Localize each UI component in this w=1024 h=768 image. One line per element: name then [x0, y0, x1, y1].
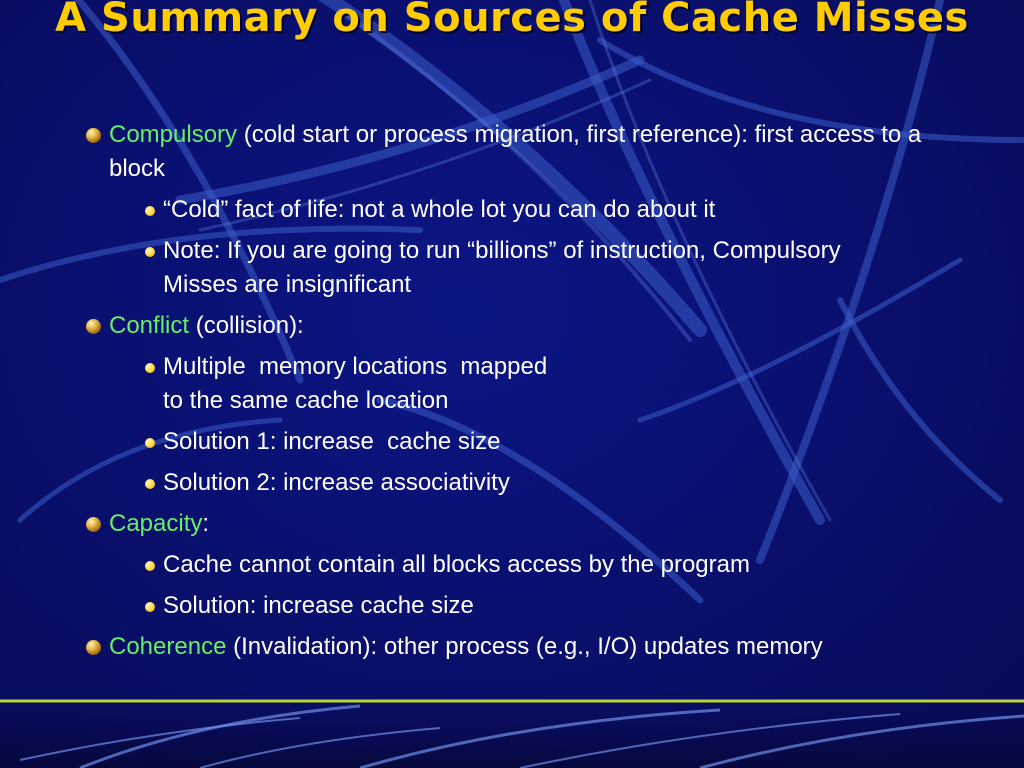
- sphere-bullet-icon: [86, 517, 101, 532]
- bullet-text: (cold start or process migration, first reference): first access to a block: [109, 121, 922, 182]
- bullet-text: :: [202, 510, 210, 537]
- dot-bullet-icon: [145, 363, 155, 373]
- dot-bullet-icon: [145, 206, 155, 216]
- bullet-text: Solution 1: increase cache size: [163, 428, 501, 455]
- sub-bullet-multiple-locations: [163, 350, 943, 418]
- term-capacity: Capacity: [109, 510, 203, 537]
- bullet-text: Solution: increase cache size: [163, 592, 474, 619]
- bullet-text: Note: If you are going to run “billions” of instruction, Compulsory Misses are insignificant: [163, 237, 841, 298]
- dot-bullet-icon: [145, 479, 155, 489]
- bullet-text: (collision):: [189, 312, 304, 339]
- bullet-text: “Cold” fact of life: not a whole lot you can do about it: [163, 196, 716, 223]
- bullet-text: Solution 2: increase associativity: [163, 469, 510, 496]
- sub-bullet-cache-cannot-contain: [163, 548, 943, 582]
- bullet-text-line2: to the same cache location: [163, 387, 449, 414]
- dot-bullet-icon: [145, 602, 155, 612]
- bullet-compulsory: [109, 118, 929, 186]
- dot-bullet-icon: [145, 438, 155, 448]
- bullet-coherence: [109, 630, 869, 664]
- sub-bullet-cold-fact: [163, 193, 943, 227]
- bullet-conflict: [109, 309, 929, 343]
- term-conflict: Conflict: [109, 312, 190, 339]
- dot-bullet-icon: [145, 561, 155, 571]
- sphere-bullet-icon: [86, 319, 101, 334]
- term-compulsory: Compulsory: [109, 121, 238, 148]
- sub-bullet-solution-1: [163, 425, 943, 459]
- bullet-text-line1: Multiple memory locations mapped: [163, 353, 548, 380]
- bullet-capacity: [109, 507, 929, 541]
- sub-bullet-solution-capacity: [163, 589, 943, 623]
- sphere-bullet-icon: [86, 640, 101, 655]
- term-coherence: Coherence: [109, 633, 227, 660]
- sphere-bullet-icon: [86, 128, 101, 143]
- slide-title: A Summary on Sources of Cache Misses: [55, 0, 969, 41]
- bullet-text: (Invalidation): other process (e.g., I/O) updates memory: [226, 633, 823, 660]
- dot-bullet-icon: [145, 247, 155, 257]
- sub-bullet-solution-2: [163, 466, 943, 500]
- sub-bullet-note: [163, 234, 843, 302]
- bullet-text: Cache cannot contain all blocks access by the program: [163, 551, 750, 578]
